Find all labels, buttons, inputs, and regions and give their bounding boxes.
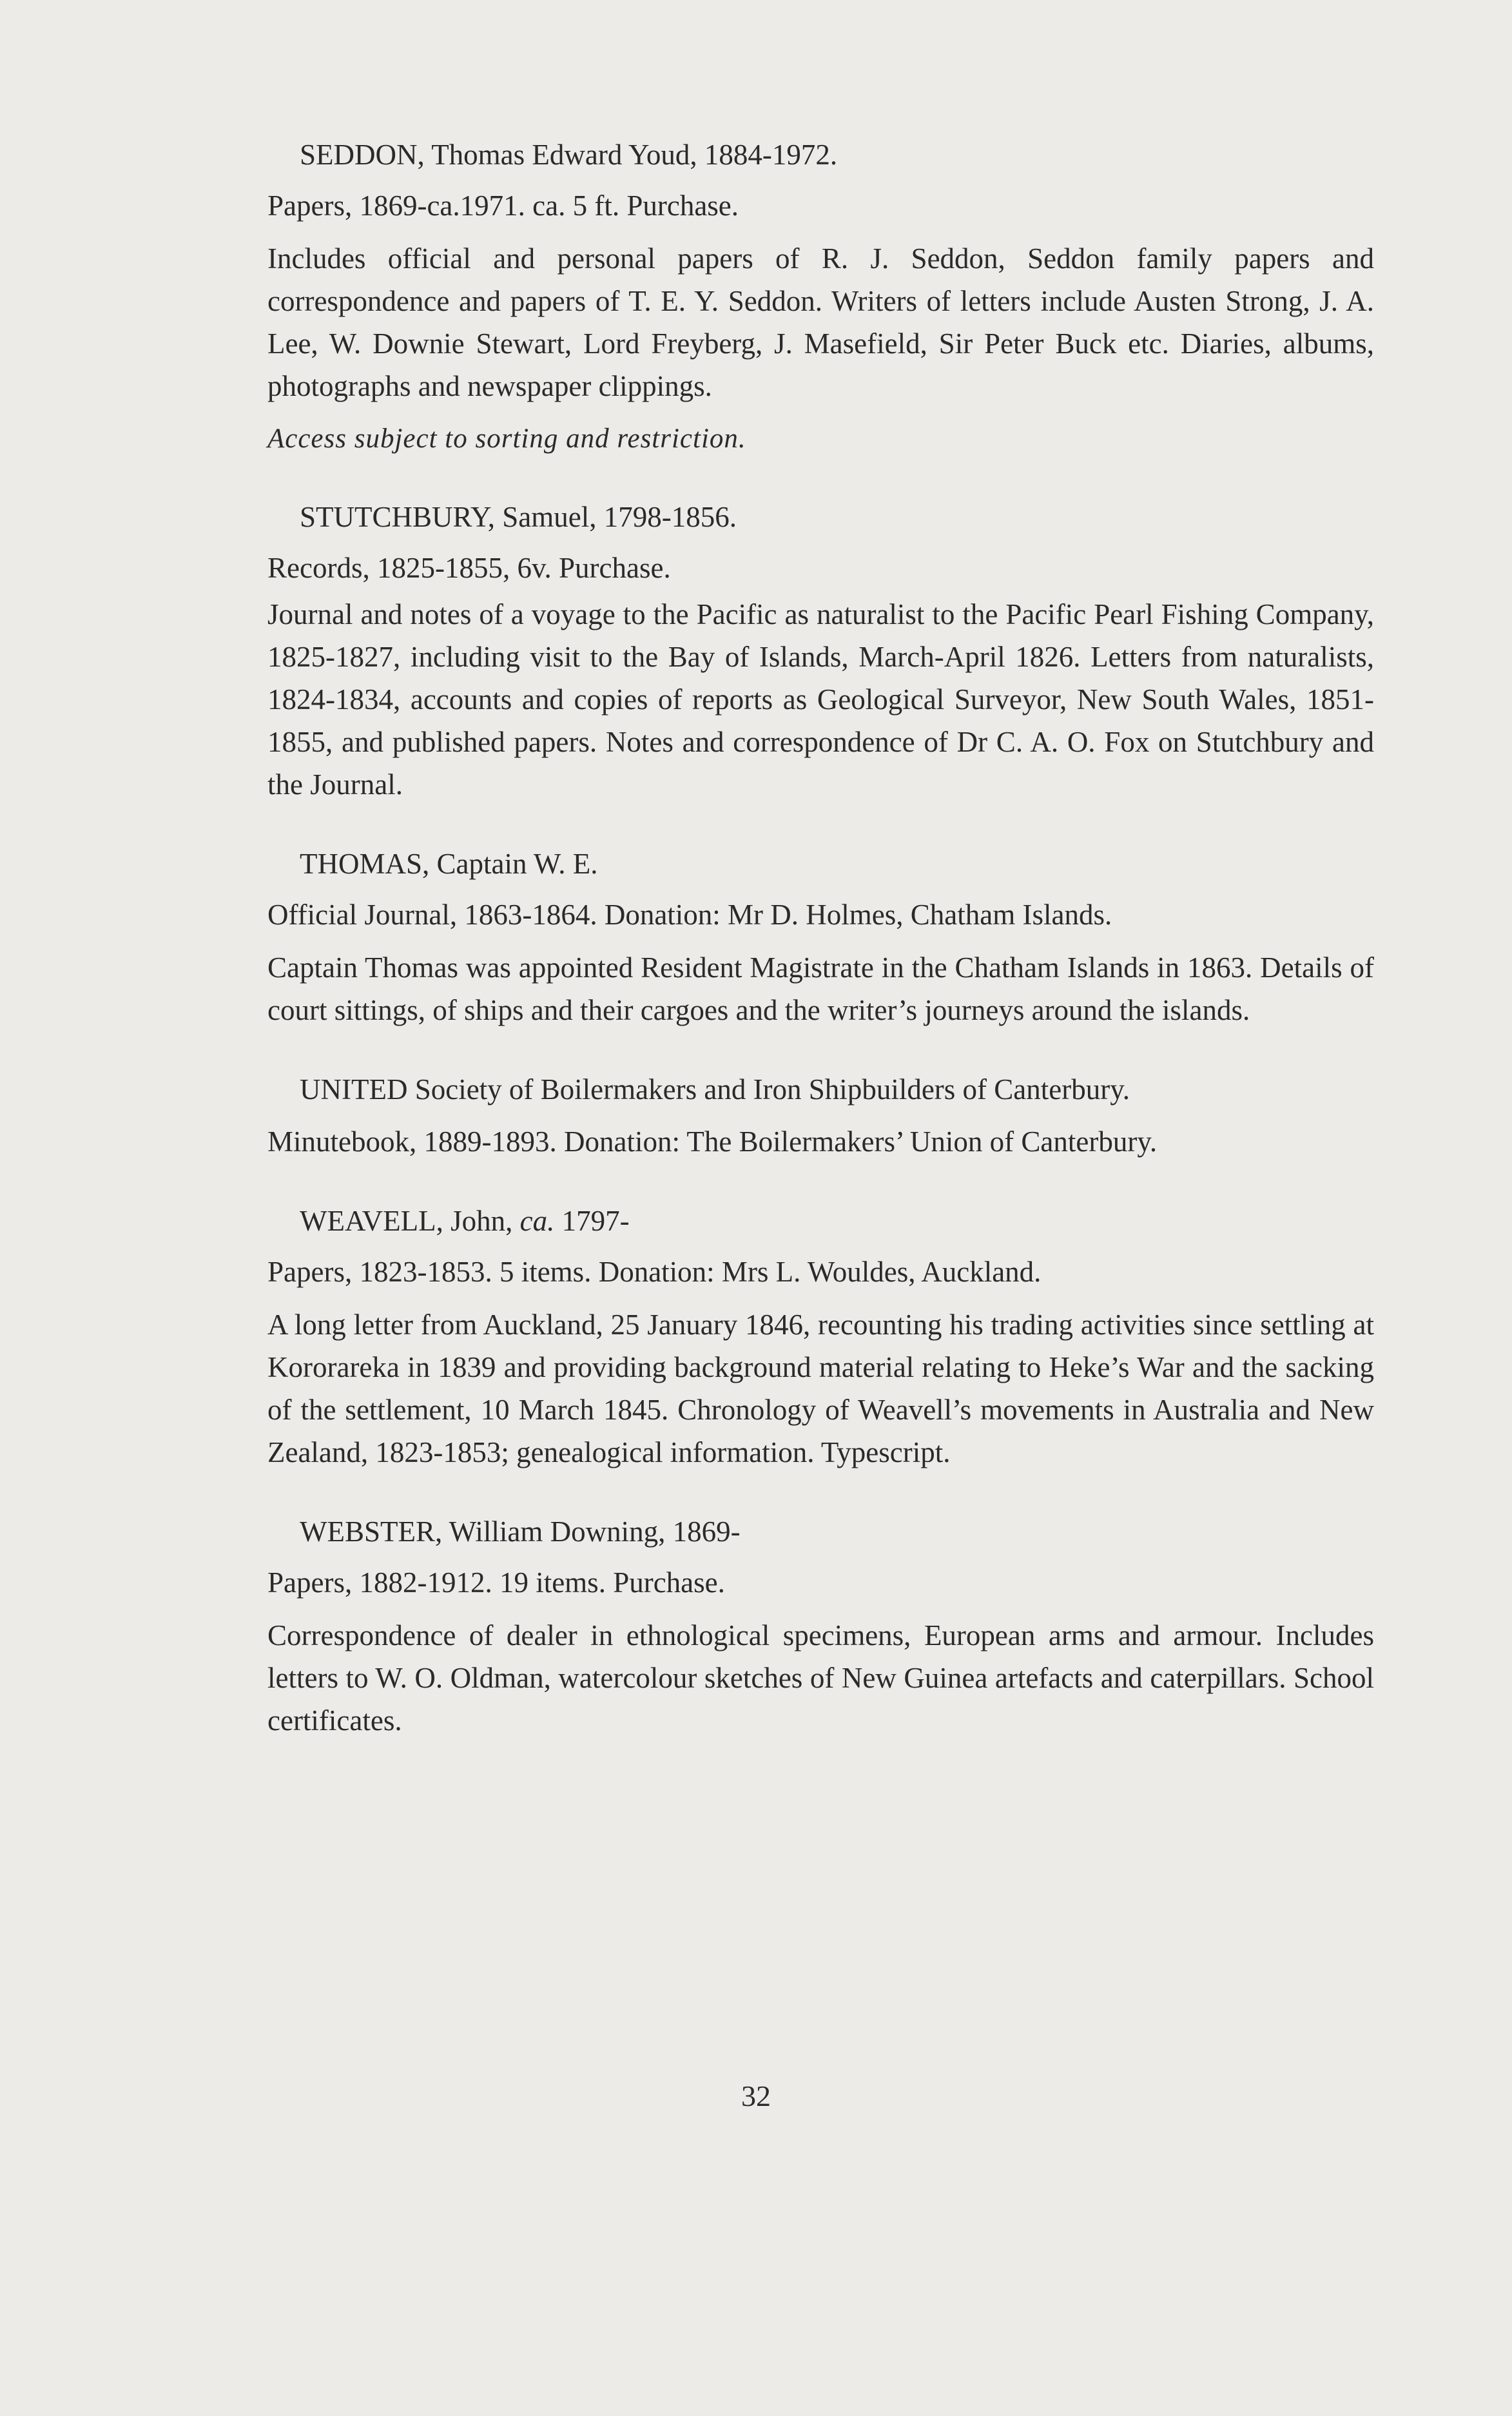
entry-papers: Records, 1825-1855, 6v. Purchase. — [267, 552, 671, 584]
entry-stutchbury — [267, 498, 1374, 806]
entry-access-note: Access subject to sorting and restriction. — [267, 424, 746, 454]
entry-heading — [267, 1202, 1374, 1240]
heading-year: 1797- — [554, 1205, 630, 1237]
entry-papers: Papers, 1882-1912. 19 items. Purchase. — [267, 1566, 725, 1599]
entry-heading: SEDDON, Thomas Edward Youd, 1884-1972. — [300, 139, 838, 171]
entry-heading: UNITED Society of Boilermakers and Iron Shipbuilders of Canterbury. — [300, 1073, 1130, 1106]
entry-papers: Papers, 1869-ca.1971. ca. 5 ft. Purchase. — [267, 190, 739, 222]
entry-webster — [267, 1512, 1374, 1742]
entry-description: Captain Thomas was appointed Resident Magistrate in the Chatham Islands in 1863. Details of court sittings, of ships and their cargoes and the writer’s journeys around the islands. — [267, 951, 1374, 1026]
document-page — [267, 135, 1374, 1742]
entry-seddon — [267, 135, 1374, 459]
entry-papers: Papers, 1823-1853. 5 items. Donation: Mrs L. Wouldes, Auckland. — [267, 1256, 1042, 1288]
page-number: 32 — [741, 2080, 771, 2112]
entry-thomas — [267, 844, 1374, 1031]
entry-papers: Official Journal, 1863-1864. Donation: Mr D. Holmes, Chatham Islands. — [267, 899, 1112, 931]
entry-united-society — [267, 1070, 1374, 1163]
entry-heading: THOMAS, Captain W. E. — [300, 848, 598, 880]
entry-description: A long letter from Auckland, 25 January 1846, recounting his trading activities since settling at Kororareka in 1839 and providing background material relating to Heke’s War and the sacking of the settlement, 10 March 1845. Chronology of Weavell’s movements in Australia and New Zealand, 1823-1853; genealogical information. Typescript. — [267, 1309, 1374, 1468]
heading-circa: ca. — [519, 1205, 555, 1237]
entry-description: Journal and notes of a voyage to the Pacific as naturalist to the Pacific Pearl Fishing Company, 1825-1827, including visit to the Bay of Islands, March-April 1826. Letters from naturalists, 1824-1834, accounts and copies of reports as Geological Surveyor, New South Wales, 1851-1855, and published papers. Notes and correspondence of Dr C. A. O. Fox on Stutchbury and the Journal. — [267, 598, 1374, 801]
entry-heading: WEBSTER, William Downing, 1869- — [300, 1515, 741, 1548]
entry-description: Correspondence of dealer in ethnological specimens, European arms and armour. Includes letters to W. O. Oldman, watercolour sketches of New Guinea artefacts and caterpillars. School certificates. — [267, 1619, 1374, 1737]
entry-weavell — [267, 1202, 1374, 1474]
heading-name: WEAVELL, John, — [300, 1205, 520, 1237]
entry-papers: Minutebook, 1889-1893. Donation: The Boilermakers’ Union of Canterbury. — [267, 1125, 1158, 1158]
entry-heading: STUTCHBURY, Samuel, 1798-1856. — [300, 501, 737, 533]
entry-description: Includes official and personal papers of R. J. Seddon, Seddon family papers and correspondence and papers of T. E. Y. Seddon. Writers of letters include Austen Strong, J. A. Lee, W. Downie Stewart, Lord Freyberg, J. Masefield, Sir Peter Buck etc. Diaries, albums, photographs and newspaper clippings. — [267, 242, 1374, 402]
